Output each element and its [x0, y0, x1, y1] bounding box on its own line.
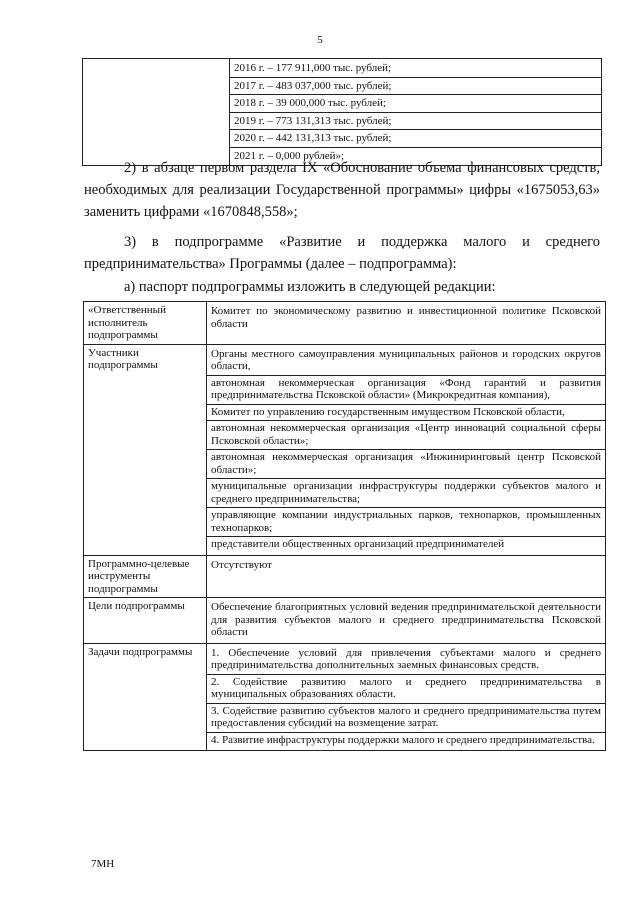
- passport-row-participants: [84, 344, 606, 555]
- funding-year-line: 2016 г. – 177 911,000 тыс. рублей;: [230, 60, 601, 78]
- passport-row-goals: [84, 598, 606, 644]
- subprogram-passport-table: [83, 301, 606, 751]
- passport-text: Обеспечение благоприятных условий ведения предпринимательской деятельности для развития субъектов малого и среднего предпринимательства Псковской области: [211, 601, 601, 638]
- passport-row-responsible: [84, 302, 606, 345]
- paragraph-item-2: 2) в абзаце первом раздела IX «Обоснование объема финансовых средств, необходимых для реализации Государственной программы» цифры «1675053,63» заменить цифрами «1670848,558»;: [84, 160, 600, 220]
- paragraph-item-3a: а) паспорт подпрограммы изложить в следующей редакции:: [124, 279, 496, 295]
- passport-text: автономная некоммерческая организация «Фонд гарантий и развития предпринимательства Псковской области» (Микрокредитная компания),: [207, 376, 605, 405]
- passport-text: Отсутствуют: [211, 558, 272, 571]
- passport-row-instruments: [84, 555, 606, 598]
- passport-text: Комитет по экономическому развитию и инвестиционной политике Псковской области: [211, 305, 601, 330]
- funding-label-cell: [83, 59, 230, 166]
- document-code: 7МН: [91, 858, 115, 870]
- funding-year-line: 2017 г. – 483 037,000 тыс. рублей;: [230, 78, 601, 96]
- funding-year-line: 2021 г. – 0,000 рублей»;: [234, 149, 345, 162]
- passport-label: «Ответственный исполнитель подпрограммы: [84, 302, 207, 345]
- passport-label: Цели подпрограммы: [84, 598, 207, 644]
- passport-text: 4. Развитие инфраструктуры поддержки малого и среднего предпринимательства.: [211, 733, 595, 746]
- passport-text: представители общественных организаций предпринимателей: [211, 538, 505, 550]
- passport-row-tasks: [84, 643, 606, 751]
- passport-content: [207, 344, 606, 555]
- passport-content: [207, 598, 606, 644]
- passport-text: муниципальные организации инфраструктуры поддержки субъектов малого и среднего предпринимательства;: [207, 479, 605, 508]
- funding-year-line: 2019 г. – 773 131,313 тыс. рублей;: [230, 113, 601, 131]
- paragraph-item-3: 3) в подпрограмме «Развитие и поддержка малого и среднего предпринимательства» Программы (далее – подпрограмма):: [84, 234, 600, 272]
- passport-label: Задачи подпрограммы: [84, 643, 207, 751]
- funding-values-cell: [230, 59, 602, 166]
- passport-text: Комитет по управлению государственным имуществом Псковской области,: [207, 405, 605, 422]
- page-number: 5: [317, 34, 323, 46]
- funding-table: [82, 58, 602, 166]
- funding-year-line: 2018 г. – 39 000,000 тыс. рублей;: [230, 95, 601, 113]
- passport-content: [207, 555, 606, 598]
- passport-content: [207, 643, 606, 751]
- passport-text: управляющие компании индустриальных парков, технопарков, промышленных технопарков;: [207, 508, 605, 537]
- passport-text: автономная некоммерческая организация «Инжиниринговый центр Псковской области»;: [207, 450, 605, 479]
- passport-content: [207, 302, 606, 345]
- funding-row: [83, 59, 602, 166]
- passport-text: 3. Содействие развитию субъектов малого и среднего предпринимательства путем предоставления субсидий на возмещение затрат.: [207, 704, 605, 733]
- passport-text: автономная некоммерческая организация «Центр инноваций социальной сферы Псковской области»;: [207, 421, 605, 450]
- passport-text: 1. Обеспечение условий для привлечения субъектами малого и среднего предпринимательства дополнительных заемных финансовых средств.: [207, 646, 605, 675]
- passport-text: 2. Содействие развитию малого и среднего предпринимательства в муниципальных образованиях области.: [207, 675, 605, 704]
- passport-text: Органы местного самоуправления муниципальных районов и городских округов области,: [207, 347, 605, 376]
- passport-label: Участники подпрограммы: [84, 344, 207, 555]
- funding-year-line: 2020 г. – 442 131,313 тыс. рублей;: [230, 130, 601, 148]
- passport-label: Программно-целевые инструменты подпрограммы: [84, 555, 207, 598]
